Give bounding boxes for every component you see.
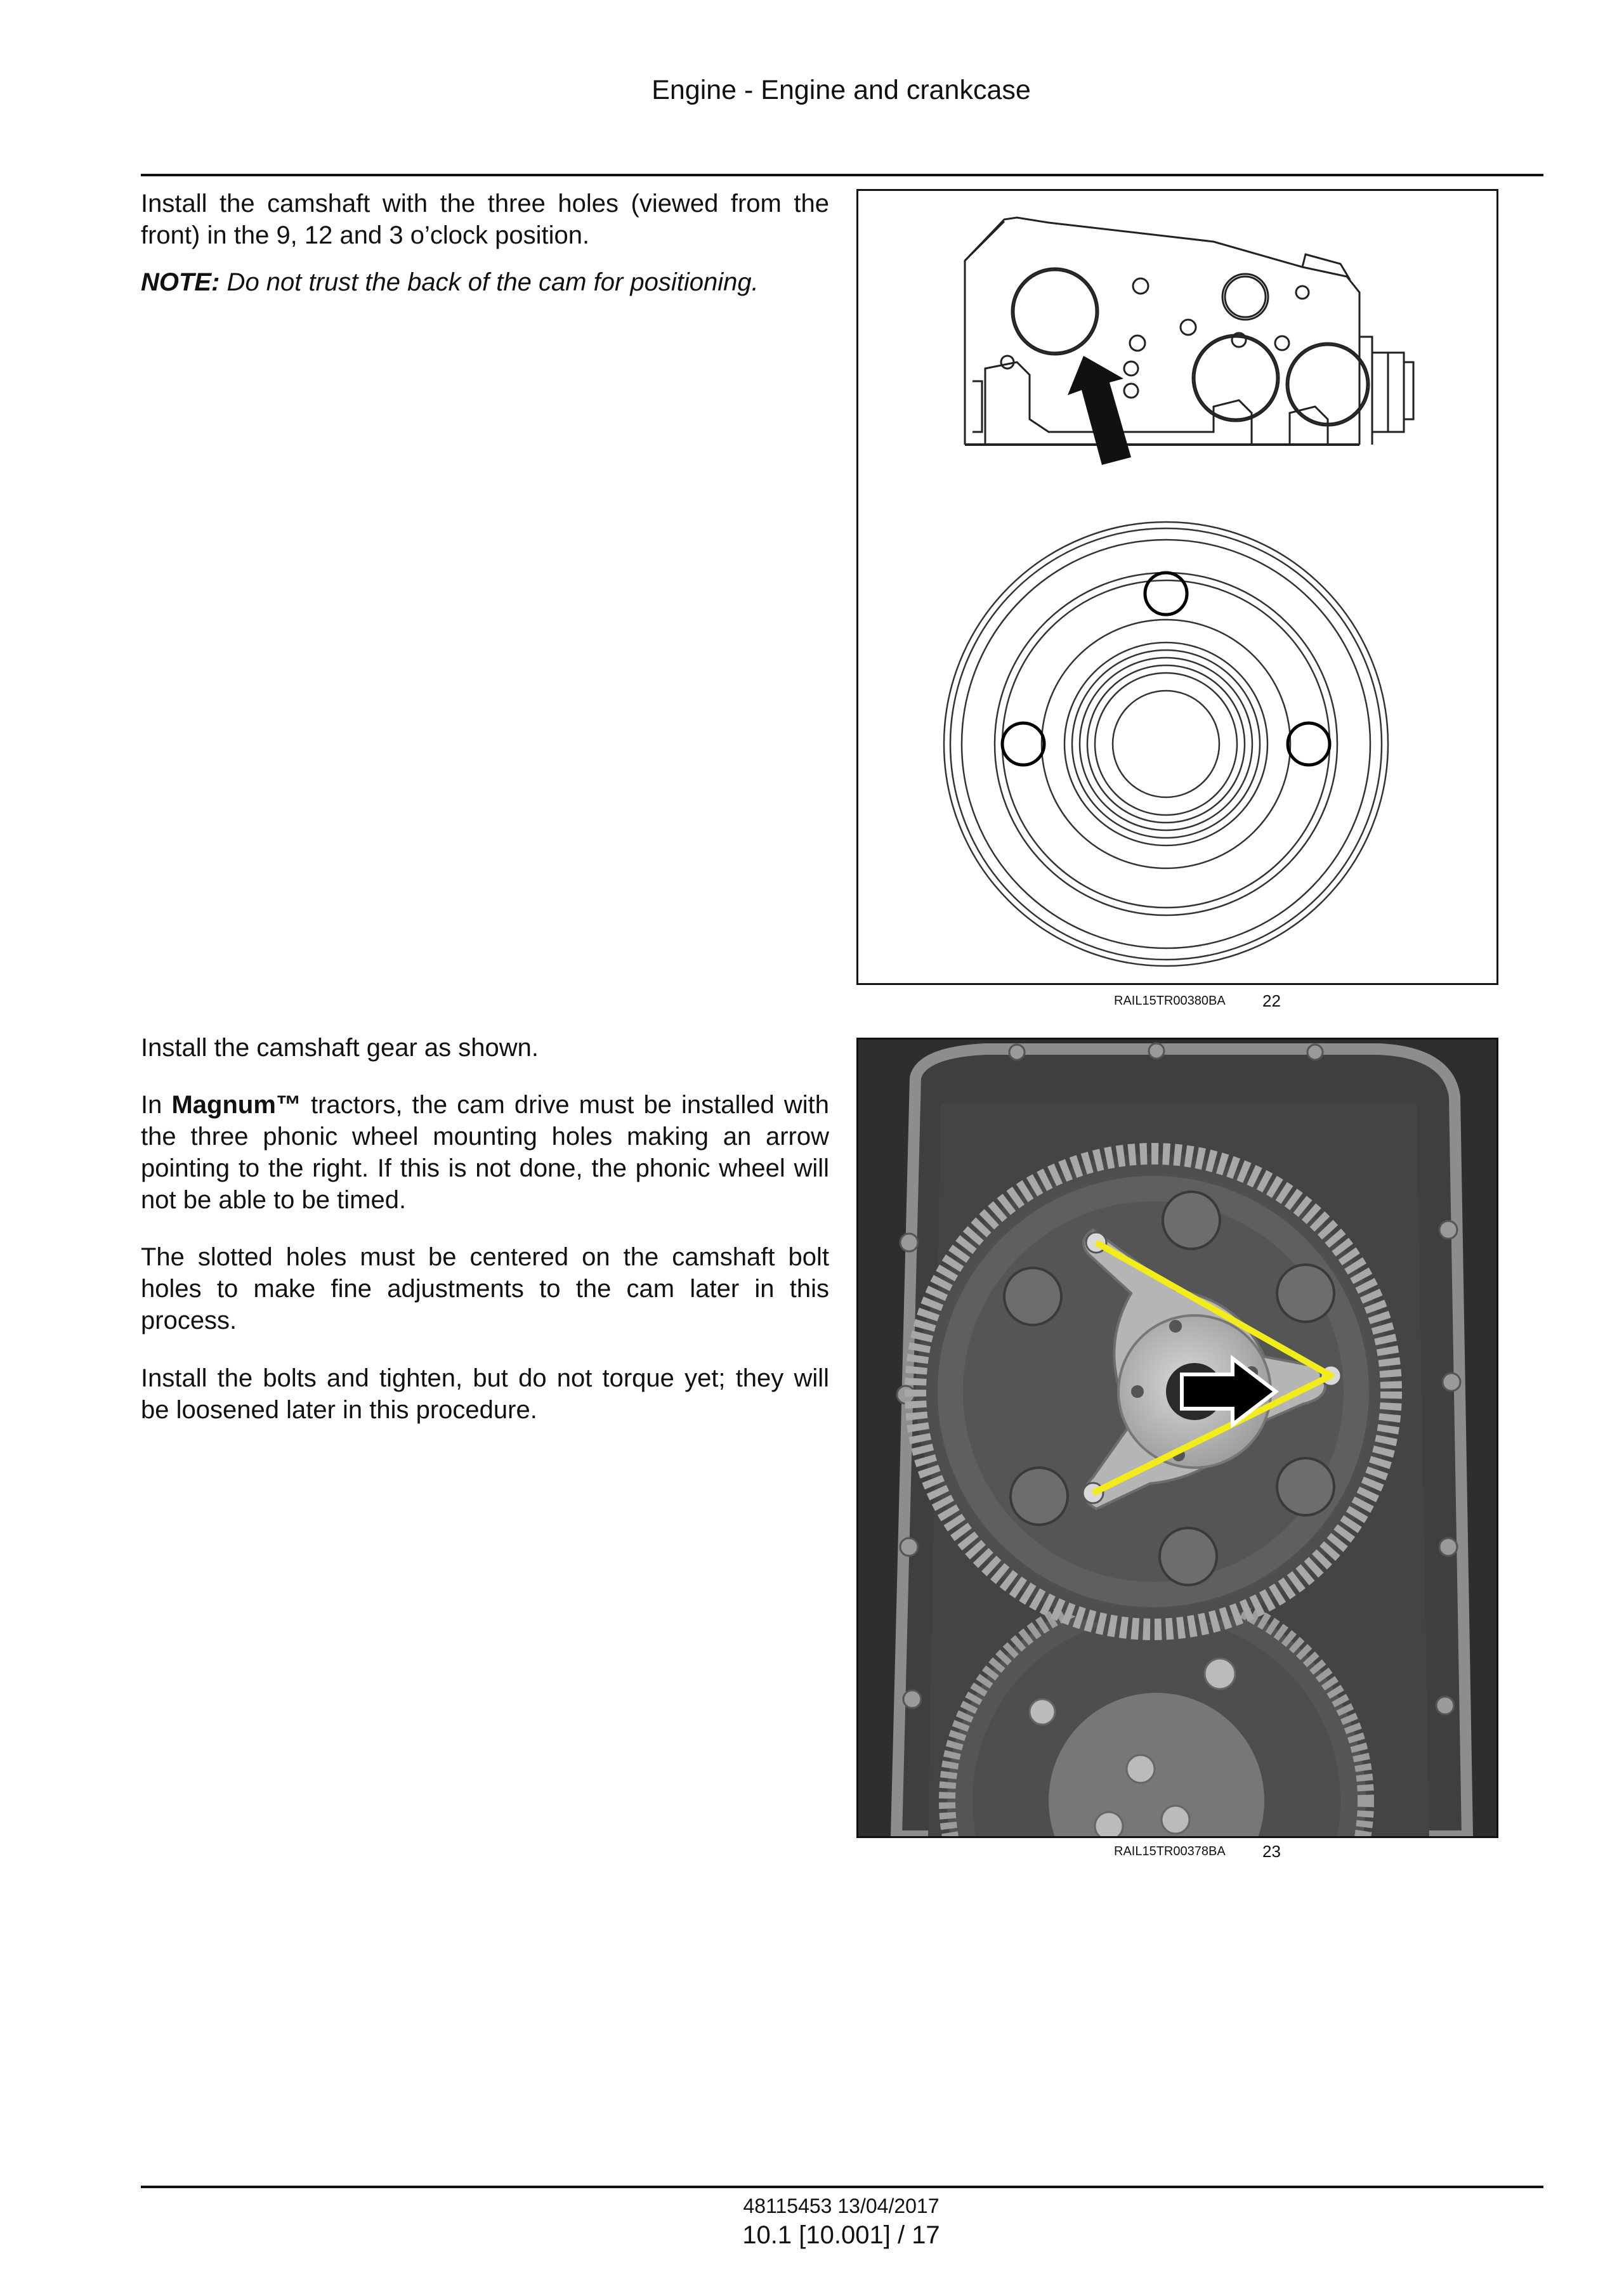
slotted-holes-paragraph: The slotted holes must be centered on the camshaft bolt holes to make fine adjustments to the cam later in this process. <box>141 1243 829 1334</box>
camshaft-gear-photo-illustration <box>858 1040 1496 1836</box>
note-text: Do not trust the back of the cam for positioning. <box>219 268 759 296</box>
figure-camshaft-gear-photo <box>856 1038 1498 1838</box>
page-header-title: Engine - Engine and crankcase <box>652 75 1031 105</box>
note-paragraph <box>141 266 829 298</box>
camshaft-line-drawing <box>858 191 1496 983</box>
instruction-gear-paragraph: Install the camshaft gear as shown. <box>141 1034 539 1062</box>
magnum-instruction-paragraph <box>141 1089 829 1216</box>
hole-12-oclock <box>1145 573 1187 615</box>
magnum-brand: Magnum™ <box>171 1091 301 1119</box>
magnum-rest: tractors, the cam drive must be installed with the three phonic wheel mounting holes making an arrow pointing to the right. If this is not done, the phonic wheel will not be able to be timed. <box>141 1091 829 1214</box>
footer-doc-id: 48115453 13/04/2017 <box>743 2195 940 2217</box>
figure-23-number: 23 <box>1262 1842 1281 1861</box>
figure-camshaft-drawing <box>856 189 1498 985</box>
figure-22-code: RAIL15TR00380BA <box>1114 994 1226 1008</box>
instruction-paragraph: Install the camshaft with the three holes (viewed from the front) in the 9, 12 and 3 o’clock position. <box>141 190 829 249</box>
hole-9-oclock <box>1002 723 1044 765</box>
magnum-prefix: In <box>141 1091 172 1119</box>
bolts-paragraph: Install the bolts and tighten, but do not torque yet; they will be loosened later in this procedure. <box>141 1364 829 1424</box>
hole-3-oclock <box>1288 723 1330 765</box>
figure-23-code: RAIL15TR00378BA <box>1114 1844 1226 1858</box>
note-label: NOTE: <box>141 268 220 296</box>
footer-rule <box>141 2186 1543 2188</box>
arrow-icon <box>1068 356 1131 465</box>
figure-22-number: 22 <box>1262 991 1281 1010</box>
footer-page-ref: 10.1 [10.001] / 17 <box>742 2221 940 2249</box>
header-rule <box>141 174 1543 176</box>
